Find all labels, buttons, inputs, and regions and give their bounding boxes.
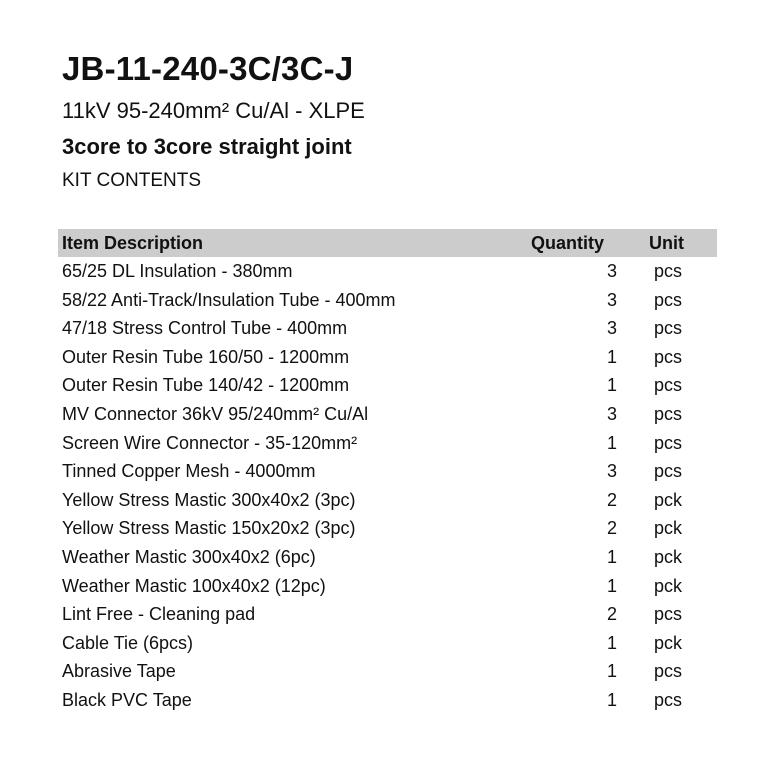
quantity-cell: 1 (606, 632, 617, 653)
table-header (58, 229, 717, 257)
table-body (58, 257, 717, 715)
quantity-cell: 3 (606, 289, 617, 310)
item-description-cell: Yellow Stress Mastic 150x20x2 (3pc) (62, 518, 356, 539)
unit-cell: pcs (654, 346, 683, 367)
unit-cell: pcs (654, 661, 683, 682)
table-row (58, 257, 717, 286)
table-row (58, 371, 717, 400)
item-description-cell: Lint Free - Cleaning pad (62, 604, 256, 625)
document-title: JB-11-240-3C/3C-J (62, 50, 354, 87)
table-row (58, 600, 717, 629)
quantity-cell: 1 (606, 689, 617, 710)
item-description-cell: Black PVC Tape (62, 689, 192, 710)
table-row (58, 543, 717, 572)
item-description-cell: Weather Mastic 100x40x2 (12pc) (62, 575, 326, 596)
quantity-cell: 3 (606, 261, 617, 281)
quantity-cell: 1 (606, 432, 617, 453)
unit-cell: pcs (654, 461, 683, 482)
item-description-cell: 58/22 Anti-Track/Insulation Tube - 400mm (62, 289, 396, 310)
quantity-cell: 3 (606, 318, 617, 339)
item-description-cell: MV Connector 36kV 95/240mm² Cu/Al (62, 403, 369, 424)
item-description-cell: 65/25 DL Insulation - 380mm (62, 261, 293, 281)
quantity-cell: 2 (606, 604, 617, 625)
item-description-cell: 47/18 Stress Control Tube - 400mm (62, 318, 348, 339)
unit-cell: pcs (654, 689, 683, 710)
column-header-unit: Unit (649, 233, 684, 253)
joint-description: 3core to 3core straight joint (62, 134, 352, 159)
item-description-cell: Abrasive Tape (62, 661, 176, 682)
unit-cell: pcs (654, 318, 683, 339)
table-row (58, 657, 717, 686)
unit-cell: pcs (654, 261, 683, 281)
column-header-item-description: Item Description (62, 233, 204, 253)
item-description-cell: Tinned Copper Mesh - 4000mm (62, 461, 316, 482)
item-description-cell: Outer Resin Tube 140/42 - 1200mm (62, 375, 350, 396)
table-row (58, 686, 717, 715)
unit-cell: pcs (654, 432, 683, 453)
unit-cell: pck (654, 489, 683, 510)
table-row (58, 400, 717, 429)
unit-cell: pcs (654, 604, 683, 625)
quantity-cell: 3 (606, 461, 617, 482)
quantity-cell: 1 (606, 346, 617, 367)
item-description-cell: Cable Tie (6pcs) (62, 632, 194, 653)
unit-cell: pck (654, 546, 683, 567)
item-description-cell: Outer Resin Tube 160/50 - 1200mm (62, 346, 350, 367)
table-row (58, 429, 717, 458)
unit-cell: pck (654, 632, 683, 653)
quantity-cell: 2 (606, 518, 617, 539)
unit-cell: pck (654, 575, 683, 596)
unit-cell: pcs (654, 375, 683, 396)
item-description-cell: Yellow Stress Mastic 300x40x2 (3pc) (62, 489, 356, 510)
column-header-quantity: Quantity (531, 233, 605, 253)
document-subtitle: 11kV 95-240mm² Cu/Al - XLPE (62, 98, 365, 123)
table-row (58, 457, 717, 486)
quantity-cell: 1 (606, 575, 617, 596)
quantity-cell: 1 (606, 546, 617, 567)
quantity-cell: 3 (606, 403, 617, 424)
table-row (58, 286, 717, 315)
table-row (58, 343, 717, 372)
table-row (58, 314, 717, 343)
item-description-cell: Weather Mastic 300x40x2 (6pc) (62, 546, 316, 567)
quantity-cell: 1 (606, 375, 617, 396)
table-row (58, 486, 717, 515)
table-row (58, 514, 717, 543)
table-row (58, 572, 717, 601)
section-heading: KIT CONTENTS (62, 170, 201, 191)
table-row (58, 629, 717, 658)
unit-cell: pcs (654, 289, 683, 310)
kit-contents-table (58, 229, 717, 715)
unit-cell: pcs (654, 403, 683, 424)
unit-cell: pck (654, 518, 683, 539)
quantity-cell: 1 (606, 661, 617, 682)
item-description-cell: Screen Wire Connector - 35-120mm² (62, 432, 358, 453)
quantity-cell: 2 (606, 489, 617, 510)
